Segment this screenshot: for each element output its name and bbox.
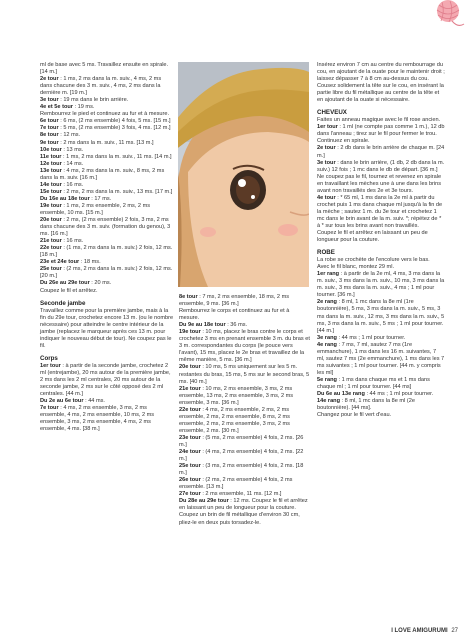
round-label: Du 9e au 18e tour <box>179 322 226 329</box>
text-column-right <box>317 62 445 419</box>
paragraph-text: : (1 ms, 2 ms dans la m. suiv.) 2 fois, 12 ms. [18 m.] <box>40 245 173 259</box>
round-label: Du 28e au 29e tour <box>179 498 229 505</box>
round-label: 21e tour <box>40 238 62 245</box>
round-label: 20e tour <box>179 364 201 371</box>
round-label: 7e tour <box>40 405 59 412</box>
instruction-paragraph <box>40 245 174 259</box>
paragraph-text: : 44 ms ; 1 ml pour tourner. <box>336 334 406 341</box>
paragraph-text: : 2 db dans le brin arrière de chaque m. [24 m.] <box>317 145 445 159</box>
paragraph-text: Changez pour le fil vert d'eau. <box>317 412 392 419</box>
round-label: Du 26e au 29e tour <box>40 280 90 287</box>
paragraph-text: : 5 ms, (2 ms ensemble) 3 fois, 4 ms. [12 m.] <box>58 125 171 132</box>
instruction-paragraph <box>179 491 310 498</box>
instruction-paragraph <box>317 264 445 271</box>
instruction-paragraph <box>40 140 174 147</box>
paragraph-text: : (4 ms, 2 ms ensemble) 4 fois, 2 ms. [22 m.] <box>179 449 304 463</box>
paragraph-text: : 8 ml, 1 mc dans la 8e ml (1re boutonnière), 5 ms, 3 ms dans la m. suiv., 5 ms, 3 ms dans la m. suiv., 12 ms, 3 ms dans la m. suiv., 5 ms, 3 ms dans la m. suiv., 5 ms ; 1 ml pour tourner. [44 m.] <box>317 299 445 334</box>
instruction-paragraph <box>317 117 445 124</box>
paragraph-text: Travaillez comme pour la première jambe, mais à la fin du 29e tour, crochetez encore 13 m. (ou le nombre nécessaire) pour atteindre le centre intérieur de la jambe (replacez le marqueur après ces 13 m. pour indiquer le nouveau début de tour). Ne coupez pas le fil. <box>40 307 174 349</box>
instruction-paragraph <box>40 308 174 350</box>
paragraph-text: Avec le fil blanc, montez 29 ml. <box>317 264 395 271</box>
paragraph-text: : 2 ms, (2 ms ensemble) 2 fois, 3 ms, 2 ms dans chacune des 3 m. suiv. (formation du genou), 3 ms. [16 m.] <box>40 217 171 238</box>
instruction-paragraph <box>40 238 174 245</box>
instruction-paragraph <box>179 308 310 322</box>
instruction-paragraph <box>317 195 445 230</box>
round-label: 9e tour <box>40 139 59 146</box>
instruction-paragraph <box>317 377 445 391</box>
round-label: 25e tour <box>40 266 62 273</box>
paragraph-text: : dans le brin arrière, (1 db, 2 db dans la m. suiv.) 12 fois ; 1 mc dans le db de départ. [36 m.] <box>317 159 445 173</box>
paragraph-text: : 4 ms, 2 ms dans la m. suiv., 8 ms, 2 ms dans la m. suiv. [16 m.] <box>40 167 165 181</box>
paragraph-text: : 12 ms. <box>58 132 81 139</box>
round-label: 22e tour <box>40 245 62 252</box>
instruction-paragraph <box>40 363 174 398</box>
instruction-paragraph <box>179 364 310 385</box>
paragraph-text: : (2 ms, 2 ms ensemble) 4 fois, 2 ms ensemble. [13 m.] <box>179 477 293 491</box>
instruction-paragraph <box>317 257 445 264</box>
round-label: 4e et 5e tour <box>40 104 73 111</box>
round-label: 26e tour <box>179 477 201 484</box>
instruction-paragraph <box>179 322 310 329</box>
paragraph-text: Coupez le fil et arrêtez. <box>40 287 98 294</box>
round-label: 3e tour <box>40 97 59 104</box>
round-label: Du 2e au 6e tour <box>40 398 84 405</box>
section-heading: Seconde jambe <box>40 299 86 307</box>
round-label: 21e tour <box>179 385 201 392</box>
paragraph-text: : 10 ms, 5 ms uniquement sur les 5 m. restantes du bras, 15 ms, 5 ms sur le second bras, 5 ms. [40 m.] <box>179 364 310 385</box>
paragraph-text: : 16 ms. <box>61 181 84 188</box>
round-label: 3e rang <box>317 334 337 341</box>
paragraph-text: : 13 ms. <box>61 146 84 153</box>
instruction-paragraph <box>179 463 310 477</box>
instruction-paragraph <box>40 203 174 217</box>
paragraph-text: : * 65 ml, 1 ms dans la 2e ml à partir du crochet puis 1 ms dans chaque ml jusqu'à la fin de la mèche ; sautez 1 m. du 3e tour et crochetez 1 mc dans le brin avant de la m. suiv. *; répétez de * à * sur tous les brins avant non travaillés. <box>317 194 443 229</box>
text-column-middle <box>179 294 310 527</box>
round-label: 1er tour <box>317 124 338 131</box>
instruction-paragraph <box>317 62 445 83</box>
yarn-ball-icon <box>430 0 466 30</box>
instruction-paragraph <box>179 477 310 491</box>
round-label: 8e tour <box>40 132 59 139</box>
round-label: 7e tour <box>40 125 59 132</box>
round-label: 20e tour <box>40 217 62 224</box>
instruction-paragraph <box>40 168 174 182</box>
paragraph-text: Coupez le fil et arrêtez en laissant un peu de longueur pour la couture. <box>317 230 428 244</box>
instruction-paragraph <box>40 125 174 132</box>
page-footer <box>391 628 458 634</box>
paragraph-text: : 19 ms dans le brin arrière. <box>58 97 129 104</box>
paragraph-text: : 19 ms. <box>72 104 95 111</box>
instruction-paragraph <box>317 391 445 398</box>
instruction-paragraph <box>40 266 174 280</box>
paragraph-text: : à partir de la seconde jambe, crochetez 2 ml (entrejambe), 20 ms autour de la première jambe, 2 ms dans les 2 ml centrales, 20 ms autour de la seconde jambe, 2 ms sur le côté opposé des 2 ml centrales. [44 m.] <box>40 362 171 398</box>
paragraph-text: Ne coupez pas le fil, tournez et revenez en spirale en travaillant les mèches une à une dans les brins avant non travaillés des 2e et 3e tours. <box>317 173 442 194</box>
round-label: 25e tour <box>179 463 201 470</box>
round-label: 1er tour <box>40 362 61 369</box>
paragraph-text: : 10 ms, 2 ms ensemble, 3 ms, 2 ms ensemble, 13 ms, 2 ms ensemble, 3 ms, 2 ms ensemble, 3 ms. [36 m.] <box>179 385 294 406</box>
paragraph-text: La robe se crochète de l'encolure vers le bas. <box>317 257 430 264</box>
round-label: 2e tour <box>40 76 59 83</box>
instruction-paragraph <box>40 405 174 433</box>
round-label: 8e tour <box>179 294 198 300</box>
round-label: 14e tour <box>40 181 62 188</box>
instruction-paragraph <box>40 217 174 238</box>
paragraph-text: : 14 ms. <box>61 160 84 167</box>
instruction-paragraph <box>317 412 445 419</box>
instruction-paragraph <box>40 62 174 76</box>
paragraph-text: : 36 ms. <box>225 322 248 329</box>
round-label: 10e tour <box>40 146 62 153</box>
paragraph-text: : 7 ms, 2 ms ensemble, 18 ms, 2 ms ensemble, 9 ms. [36 m.] <box>179 294 290 308</box>
instruction-paragraph <box>317 230 445 244</box>
round-label: 23e et 24e tour <box>40 259 80 266</box>
round-label: 15e tour <box>40 188 62 195</box>
section-heading: Corps <box>40 354 58 362</box>
instruction-paragraph <box>40 259 174 266</box>
paragraph-text: : 1 ms dans chaque ms et 1 ms dans chaque ml ; 1 ml pour tourner. [44 ms] <box>317 376 430 390</box>
round-label: 14e rang <box>317 398 341 405</box>
paragraph-text: : 1 ml (ne compte pas comme 1 m.), 12 db dans l'anneau ; tirez sur le fil pour fermer le trou. Continuez en spirale. <box>317 124 445 145</box>
instruction-paragraph <box>317 145 445 159</box>
magazine-name: I LOVE AMIGURUMI <box>391 628 448 634</box>
instruction-paragraph <box>179 329 310 364</box>
instruction-paragraph <box>317 299 445 334</box>
paragraph-text: : 12 ms. Coupez le fil et arrêtez en laissant un peu de longueur pour la couture. <box>179 498 308 512</box>
paragraph-text: : 4 ms, 2 ms ensemble, 2 ms, 2 ms ensemble, 2 ms, 2 ms ensemble, 8 ms, 2 ms ensemble, 2 ms, 2 ms ensemble, 3 ms, 2 ms ensemble, 2 ms. [30 m.] <box>179 406 290 434</box>
section-heading: CHEVEUX <box>317 109 347 117</box>
paragraph-text: : à partir de la 2e ml, 4 ms, 3 ms dans la m. suiv., 3 ms dans la m. suiv., 10 ms, 3 ms dans la m. suiv., 3 ms dans la m. suiv., 4 ms ; 1 ml pour tourner. [36 m.] <box>317 271 445 299</box>
round-label: 5e rang <box>317 376 337 383</box>
text-column-left <box>40 62 174 433</box>
instruction-paragraph <box>40 132 174 139</box>
paragraph-text: : 6 ms, (2 ms ensemble) 4 fois, 5 ms. [15 m.] <box>58 118 171 125</box>
round-label: 6e tour <box>40 118 59 125</box>
instruction-paragraph <box>317 83 445 104</box>
instruction-paragraph <box>40 288 174 295</box>
round-label: 19e tour <box>40 202 62 209</box>
paragraph-text: Cousez solidement la tête sur le cou, en insérant la partie libre du fil métallique au centre de la tête et en ajoutant de la ouate si nécessaire. <box>317 83 444 104</box>
instruction-paragraph <box>40 161 174 168</box>
instruction-paragraph <box>317 342 445 377</box>
instruction-paragraph <box>40 76 174 97</box>
paragraph-text: : (3 ms, 2 ms ensemble) 4 fois, 2 ms. [18 m.] <box>179 463 304 477</box>
section-heading: ROBE <box>317 249 335 257</box>
instruction-paragraph <box>179 498 310 512</box>
paragraph-text: : 44 ms. <box>83 398 105 405</box>
round-label: 1er rang <box>317 271 340 278</box>
instruction-paragraph <box>40 398 174 405</box>
paragraph-text: : 1 ms, 2 ms dans la m. suiv., 11 ms. [14 m.] <box>61 153 172 160</box>
paragraph-text: : 44 ms ; 1 ml pour tourner. <box>364 391 434 398</box>
paragraph-text: : 16 ms. <box>61 238 84 245</box>
round-label: 23e tour <box>179 434 201 441</box>
paragraph-text: : 17 ms. <box>89 195 112 202</box>
round-label: 24e tour <box>179 449 201 456</box>
paragraph-text: : 10 ms, placez le bras contre le corps et crochetez 3 ms en prenant ensemble 3 m. du bras et 3 m. correspondantes du corps (le pouce vers l'avant), 15 ms, placez le 2e bras et travaillez de la même manière, 5 ms. [36 m.] <box>179 329 310 364</box>
instruction-paragraph <box>317 160 445 174</box>
instruction-paragraph <box>317 174 445 195</box>
paragraph-text: Faites un anneau magique avec le fil rose ancien. <box>317 117 441 124</box>
paragraph-text: : 20 ms. <box>89 280 112 287</box>
round-label: 3e tour <box>317 159 336 166</box>
instruction-paragraph <box>317 124 445 145</box>
instruction-paragraph <box>317 398 445 412</box>
paragraph-text: : 18 ms. <box>79 259 101 266</box>
round-label: 4e tour <box>317 194 336 201</box>
paragraph-text: : 4 ms, 2 ms ensemble, 3 ms, 2 ms ensemble, 4 ms, 2 ms ensemble, 10 ms, 2 ms ensemble, 3 ms, 2 ms ensemble, 4 ms, 2 ms ensemble, 4 ms. [38 m.] <box>40 405 155 433</box>
paragraph-text: : 1 ms, 2 ms ensemble, 2 ms, 2 ms ensemble, 10 ms. [15 m.] <box>40 202 151 216</box>
instruction-paragraph <box>179 449 310 463</box>
instruction-paragraph <box>40 280 174 287</box>
round-label: 13e tour <box>40 167 62 174</box>
paragraph-text: ml de base avec 5 ms. Travaillez ensuite en spirale. [14 m.] <box>40 62 169 76</box>
instruction-paragraph <box>40 118 174 125</box>
instruction-paragraph <box>179 386 310 407</box>
round-label: 4e rang <box>317 341 337 348</box>
instruction-paragraph <box>40 97 174 104</box>
paragraph-text: : 1 ms, 2 ms dans la m. suiv., 4 ms, 2 ms dans chacune des 3 m. suiv., 4 ms, 2 ms dans la dernière m. [19 m.] <box>40 76 162 97</box>
instruction-paragraph <box>40 189 174 196</box>
instruction-paragraph <box>179 512 310 526</box>
round-label: 12e tour <box>40 160 62 167</box>
paragraph-text: : (5 ms, 2 ms ensemble) 4 fois, 2 ms. [26 m.] <box>179 434 304 448</box>
instruction-paragraph <box>40 196 174 203</box>
instruction-paragraph <box>317 335 445 342</box>
paragraph-text: Insérez environ 7 cm au centre du rembourrage du cou, en ajoutant de la ouate pour le maintenir droit ; laissez dépasser 7 à 8 cm au-dessus du cou. <box>317 62 445 83</box>
paragraph-text: : (2 ms, 2 ms dans la m. suiv.) 2 fois, 12 ms. [20 m.] <box>40 266 173 280</box>
instruction-paragraph <box>40 111 174 118</box>
paragraph-text: : 2 ms ensemble, 11 ms. [12 m.] <box>200 491 282 498</box>
instruction-paragraph <box>317 271 445 299</box>
round-label: 2e tour <box>317 145 336 152</box>
instruction-paragraph <box>40 182 174 189</box>
round-label: 11e tour <box>40 153 62 160</box>
round-label: 19e tour <box>179 329 201 336</box>
round-label: Du 6e au 13e rang <box>317 391 365 398</box>
paragraph-text: Coupez un brin de fil métallique d'environ 30 cm, pliez-le en deux puis torsadez-le. <box>179 512 300 526</box>
instruction-paragraph <box>179 407 310 435</box>
round-label: 2e rang <box>317 299 337 306</box>
round-label: 22e tour <box>179 406 201 413</box>
doll-face-photo <box>178 62 309 287</box>
paragraph-text: : 8 ml, 1 mc dans la 8e ml (2e boutonnière). [44 ms]. <box>317 398 415 412</box>
paragraph-text: Rembourrez le corps et continuez au fur et à mesure. <box>179 308 290 322</box>
paragraph-text: Rembourrez le pied et continuez au fur et à mesure. <box>40 111 170 118</box>
round-label: Du 16e au 18e tour <box>40 195 90 202</box>
paragraph-text: : 2 ms, 2 ms dans la m. suiv., 13 ms. [17 m.] <box>61 188 173 195</box>
paragraph-text: : 2 ms dans la m. suiv., 11 ms. [13 m.] <box>58 139 154 146</box>
page-number: 27 <box>451 628 458 634</box>
instruction-paragraph <box>40 104 174 111</box>
paragraph-text: : 7 ms, 7 ml, sautez 7 ms (1re emmanchure), 1 ms dans les 16 m. suivantes, 7 ml, sautez 7 ms (2e emmanchure), 1 ms dans les 7 ms suivantes ; 1 ml pour tourner. [44 m. y compris les ml] <box>317 341 445 376</box>
instruction-paragraph <box>179 435 310 449</box>
instruction-paragraph <box>40 147 174 154</box>
instruction-paragraph <box>40 154 174 161</box>
instruction-paragraph <box>179 294 310 308</box>
round-label: 27e tour <box>179 491 201 498</box>
